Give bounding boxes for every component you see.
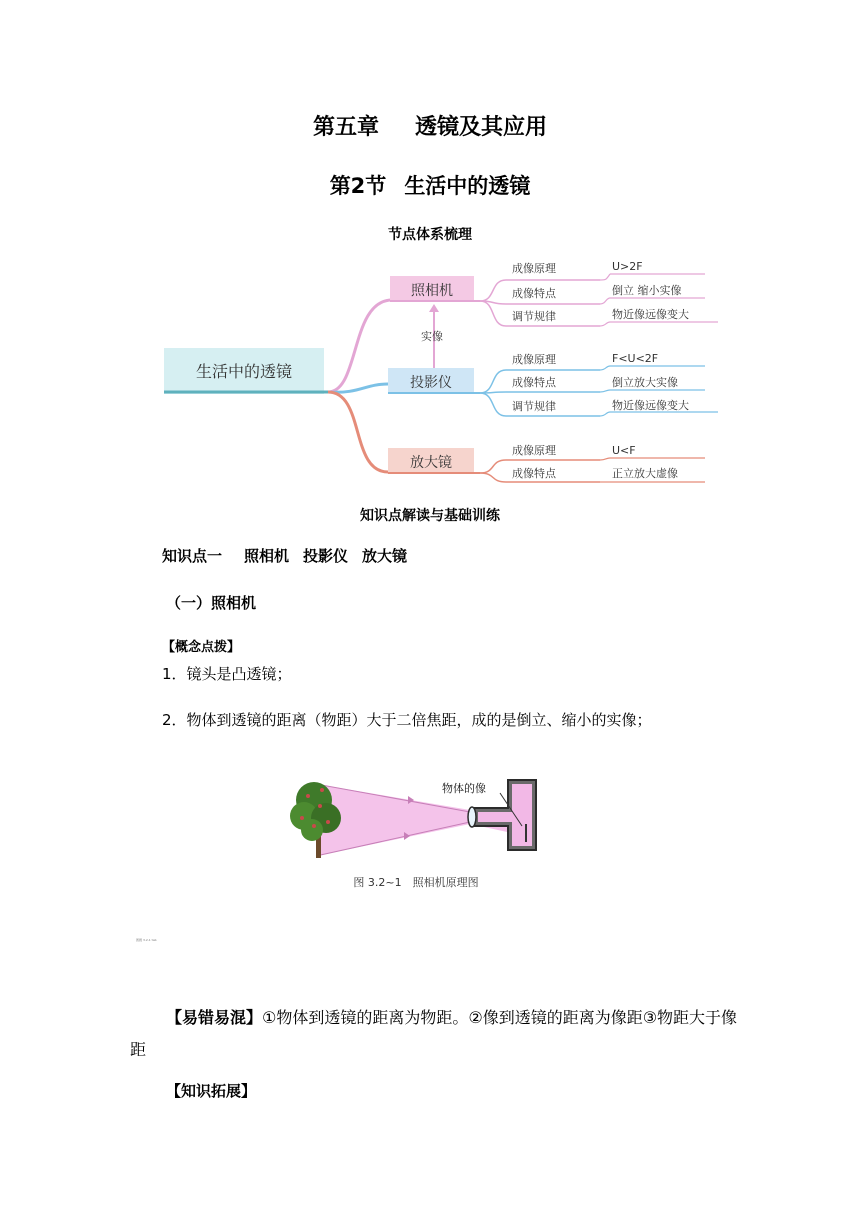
point-item: 2．物体到透镜的距离（物距）大于二倍焦距，成的是倒立、缩小的实像；	[162, 711, 652, 729]
leaf-key: 成像原理	[512, 444, 556, 457]
leaf-value: 正立放大虚像	[612, 467, 678, 480]
leaf-value: U<F	[612, 444, 636, 457]
mistake-text: ①物体到透镜的距离为物距。②像到透镜的距离为像距③物距大于像距	[130, 1008, 738, 1059]
camera-principle-figure	[286, 760, 546, 896]
magnifier-leaves	[480, 443, 705, 482]
branch-line-magnifier	[328, 392, 388, 472]
connector-label: 实像	[421, 330, 443, 343]
mistake-tag: 【易错易混】	[166, 1008, 263, 1027]
tiny-caption: 图题 3.2-1 tab	[136, 938, 157, 942]
leaf-key: 调节规律	[512, 400, 556, 413]
figure-image-label: 物体的像	[442, 782, 486, 795]
point-item: 1．镜头是凸透镜；	[162, 665, 292, 683]
branch-label-camera: 照相机	[411, 283, 453, 299]
section-number: 第2节	[329, 174, 387, 198]
subsection-title: （一）照相机	[166, 594, 257, 612]
knowledge-item: 放大镜	[362, 547, 408, 565]
branch-label-magnifier: 放大镜	[410, 455, 452, 471]
mindmap-diagram	[160, 252, 730, 492]
leaf-key: 调节规律	[512, 310, 556, 323]
branch-label-projector: 投影仪	[410, 375, 452, 391]
camera-leaves	[480, 260, 718, 326]
branch-line-camera	[328, 300, 392, 392]
knowledge-item: 照相机	[244, 547, 290, 565]
chapter-title	[0, 110, 860, 141]
leaf-value: 物近像远像变大	[612, 308, 689, 321]
section-title	[0, 170, 860, 200]
chapter-number: 第五章	[312, 115, 379, 140]
leaf-key: 成像原理	[512, 262, 556, 275]
leaf-key: 成像原理	[512, 353, 556, 366]
leaf-value: 倒立 缩小实像	[612, 284, 682, 297]
leaf-value: F<U<2F	[612, 352, 659, 365]
projector-leaves	[480, 352, 718, 416]
concept-tag: 【概念点拨】	[162, 640, 241, 655]
leaf-value: 倒立放大实像	[612, 376, 678, 389]
leaf-key: 成像特点	[512, 376, 556, 389]
figure-caption: 图 3.2~1 照相机原理图	[353, 876, 479, 889]
leaf-key: 成像特点	[512, 287, 556, 300]
chapter-name: 透镜及其应用	[415, 115, 548, 140]
mindmap-root-label: 生活中的透镜	[195, 362, 293, 381]
extension-tag: 【知识拓展】	[166, 1082, 257, 1100]
leaf-value: U>2F	[612, 260, 643, 273]
section2-heading: 知识点解读与基础训练	[360, 508, 500, 524]
leaf-key: 成像特点	[512, 467, 556, 480]
mindmap-heading: 节点体系梳理	[388, 227, 472, 243]
knowledge-point-label: 知识点一	[162, 547, 223, 565]
lens-icon	[468, 807, 476, 827]
knowledge-point-heading	[162, 545, 421, 566]
mistake-note	[130, 1002, 740, 1066]
connector-arrowhead	[429, 304, 439, 312]
leaf-value: 物近像远像变大	[612, 399, 689, 412]
knowledge-item: 投影仪	[303, 547, 349, 565]
section-name: 生活中的透镜	[404, 174, 531, 198]
